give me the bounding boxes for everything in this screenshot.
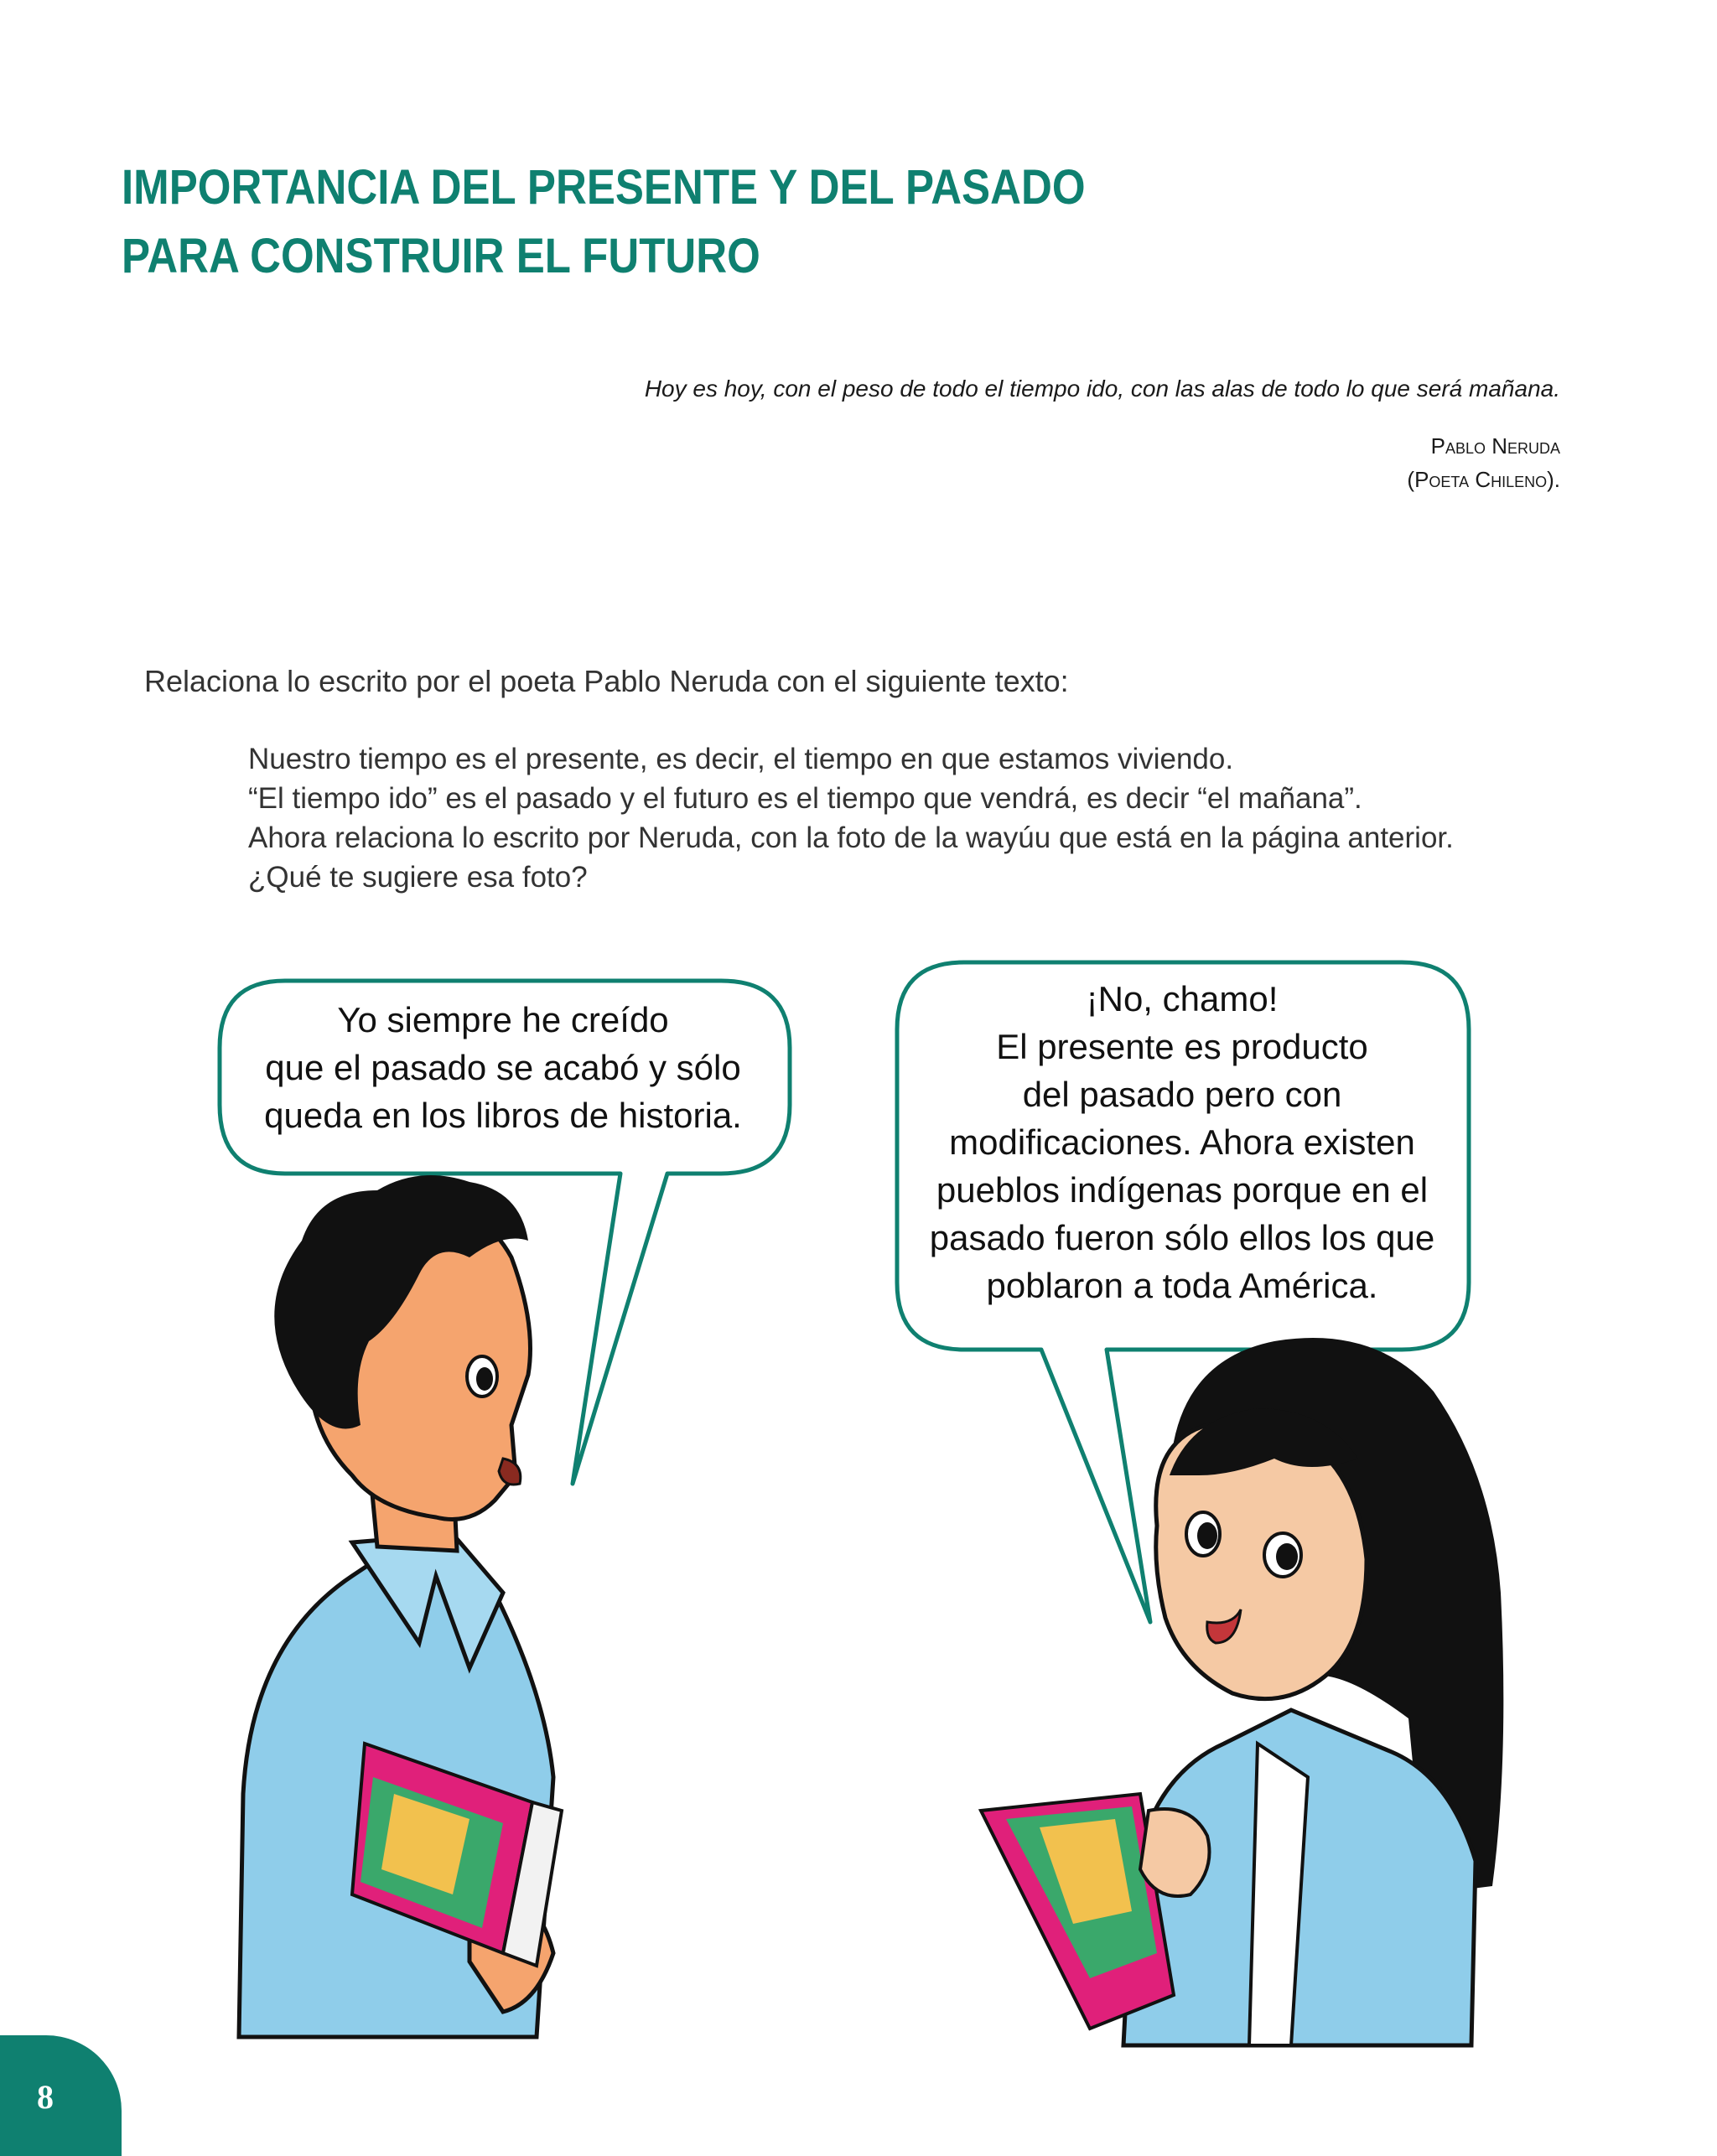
boy-character	[239, 1175, 562, 2037]
author-description: (Poeta Chileno).	[1407, 467, 1560, 492]
speech-bubble-right-text	[905, 975, 1459, 1309]
boy-pupil	[476, 1367, 493, 1391]
boy-mouth	[499, 1459, 521, 1485]
speech-bubble-left-text	[235, 996, 771, 1139]
epigraph-quote: Hoy es hoy, con el peso de todo el tiempo ido, con las alas de todo lo que será mañana.	[644, 376, 1560, 402]
page-number: 8	[37, 2078, 54, 2116]
bubble-line: modificaciones. Ahora existen	[949, 1122, 1415, 1162]
girl-pupil-left	[1197, 1522, 1217, 1549]
paragraph-line: Ahora relaciona lo escrito por Neruda, con la foto de la wayúu que está en la página anterior.	[248, 821, 1454, 854]
bubble-line: poblaron a toda América.	[986, 1266, 1378, 1305]
girl-character	[981, 1338, 1503, 2045]
title-line-1: IMPORTANCIA DEL PRESENTE Y DEL PASADO	[122, 160, 1086, 215]
bubble-line: El presente es producto	[996, 1027, 1368, 1066]
paragraph-line: ¿Qué te sugiere esa foto?	[248, 861, 588, 894]
bubble-line: pasado fueron sólo ellos los que	[929, 1218, 1435, 1257]
bubble-line: Yo siempre he creído	[337, 1000, 669, 1039]
paragraph-line: “El tiempo ido” es el pasado y el futuro es el tiempo que vendrá, es decir “el mañana”.	[248, 782, 1362, 815]
bubble-line: que el pasado se acabó y sólo	[265, 1048, 741, 1087]
bubble-line: ¡No, chamo!	[1086, 979, 1279, 1018]
title-line-2: PARA CONSTRUIR EL FUTURO	[122, 229, 760, 283]
intro-text: Relaciona lo escrito por el poeta Pablo Neruda con el siguiente texto:	[144, 664, 1069, 698]
bubble-line: queda en los libros de historia.	[264, 1096, 742, 1135]
bubble-line: del pasado pero con	[1022, 1075, 1342, 1114]
bubble-line: pueblos indígenas porque en el	[936, 1170, 1429, 1210]
author-name: Pablo Neruda	[1430, 433, 1560, 459]
girl-pupil-right	[1276, 1543, 1298, 1570]
girl-hand	[1140, 1809, 1210, 1896]
paragraph-line: Nuestro tiempo es el presente, es decir, el tiempo en que estamos viviendo.	[248, 743, 1234, 775]
